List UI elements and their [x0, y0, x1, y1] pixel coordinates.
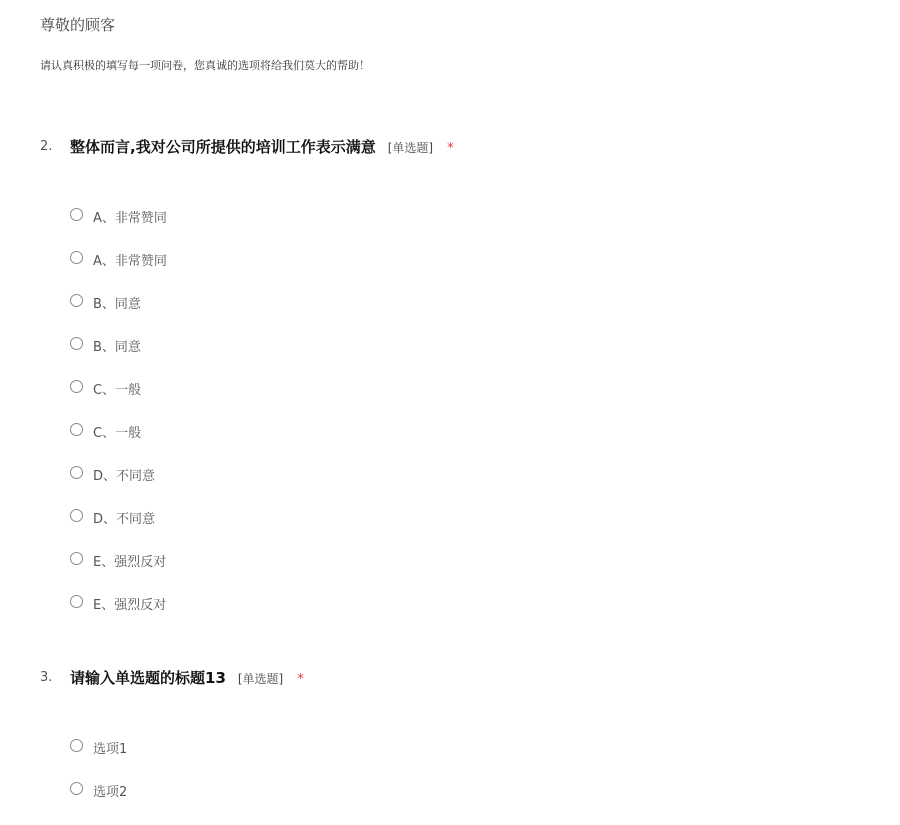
option-label[interactable]: C、一般 — [93, 383, 142, 398]
question-2 — [40, 136, 860, 613]
survey-intro: 请认真积极的填写每一项问卷，您真诚的选项将给我们莫大的帮助！ — [40, 59, 370, 72]
question-title — [70, 136, 454, 157]
question-header — [40, 136, 860, 160]
radio-button[interactable] — [70, 782, 83, 795]
radio-button[interactable] — [70, 251, 83, 264]
question-type-label: [单选题] — [237, 672, 284, 686]
radio-button[interactable] — [70, 552, 83, 565]
question-title-text: 整体而言,我对公司所提供的培训工作表示满意 — [70, 138, 376, 156]
radio-button[interactable] — [70, 466, 83, 479]
option-label[interactable]: A、非常赞同 — [93, 254, 167, 269]
survey-greeting: 尊敬的顾客 — [40, 16, 116, 34]
question-type-label: [单选题] — [387, 141, 434, 155]
option-label[interactable]: 选项1 — [93, 742, 128, 757]
option-label[interactable]: B、同意 — [93, 297, 141, 312]
option-label[interactable]: E、强烈反对 — [93, 555, 167, 570]
option-label[interactable]: 选项2 — [93, 785, 128, 800]
radio-button[interactable] — [70, 208, 83, 221]
option-label[interactable]: D、不同意 — [93, 512, 156, 527]
radio-button[interactable] — [70, 739, 83, 752]
radio-button[interactable] — [70, 380, 83, 393]
question-number: 3. — [40, 670, 53, 685]
question-header — [40, 667, 860, 691]
option-label[interactable]: D、不同意 — [93, 469, 156, 484]
question-title — [70, 667, 304, 688]
required-marker: * — [447, 141, 454, 156]
option-label[interactable]: B、同意 — [93, 340, 141, 355]
required-marker: * — [297, 672, 304, 687]
option-label[interactable]: A、非常赞同 — [93, 211, 167, 226]
radio-button[interactable] — [70, 509, 83, 522]
radio-button[interactable] — [70, 595, 83, 608]
question-3 — [40, 667, 860, 800]
radio-button[interactable] — [70, 337, 83, 350]
question-number: 2. — [40, 139, 53, 154]
option-label[interactable]: C、一般 — [93, 426, 142, 441]
radio-button[interactable] — [70, 294, 83, 307]
radio-button[interactable] — [70, 423, 83, 436]
option-label[interactable]: E、强烈反对 — [93, 598, 167, 613]
question-title-text: 请输入单选题的标题13 — [70, 669, 226, 687]
